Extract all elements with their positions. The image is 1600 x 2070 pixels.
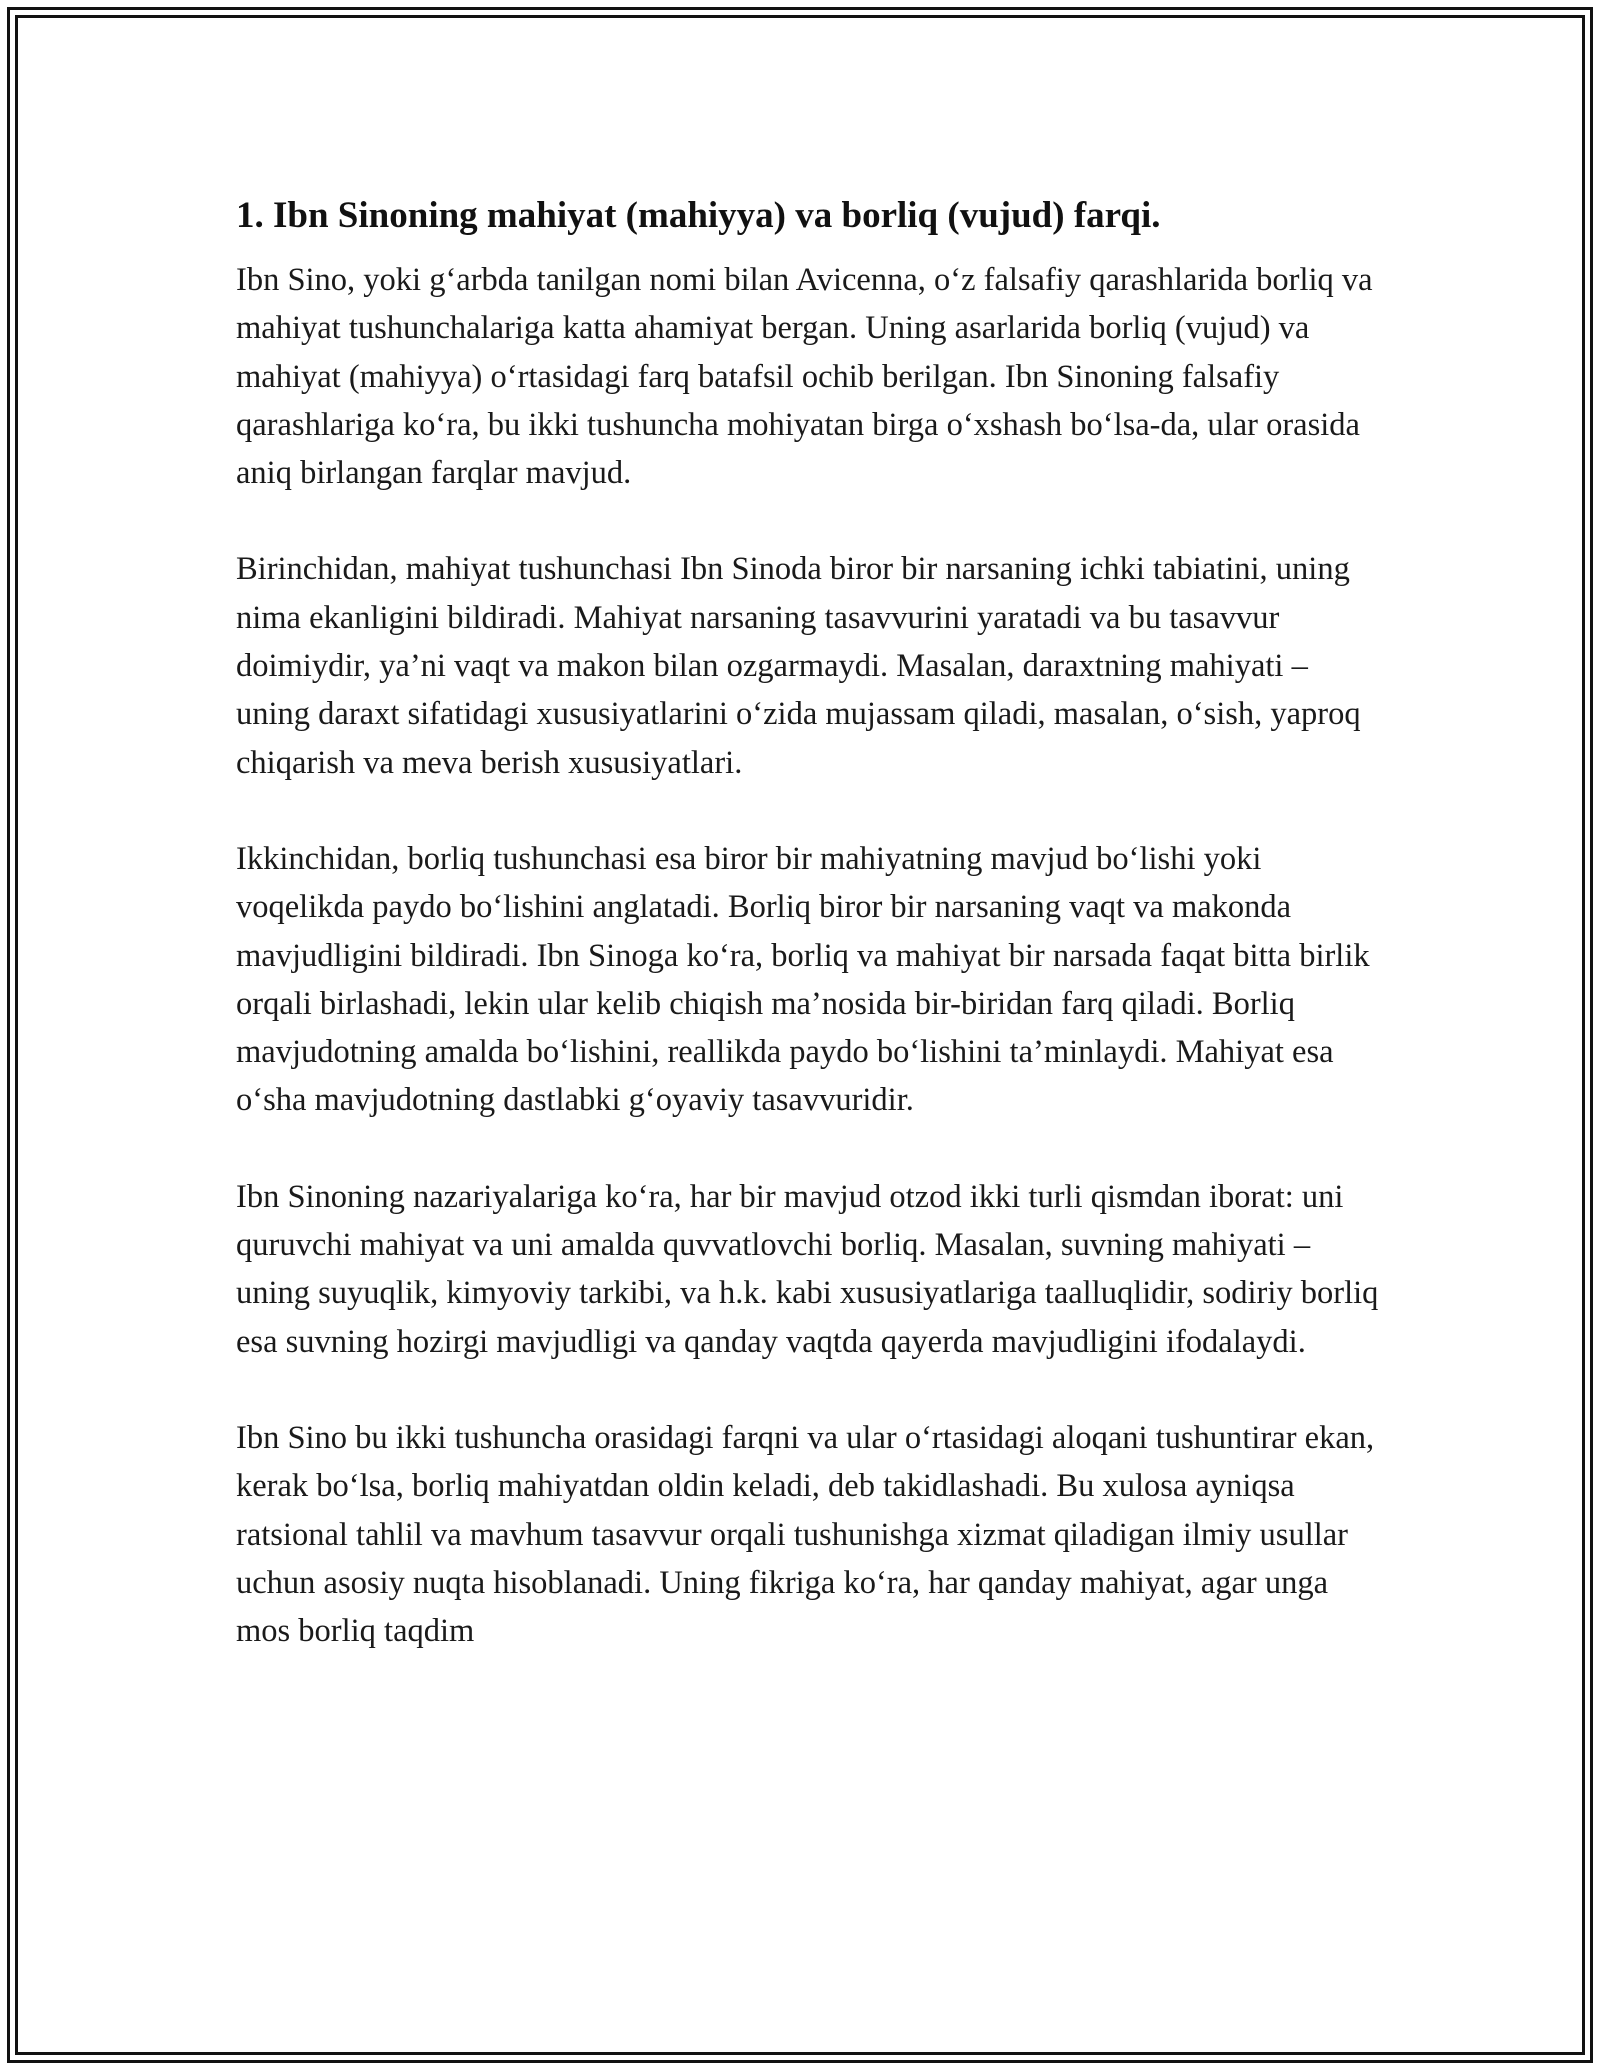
paragraph-1: Ibn Sino, yoki g‘arbda tanilgan nomi bilan Avicenna, o‘z falsafiy qarashlarida borliq va mahiyat tushunchalariga katta ahamiyat bergan. Uning asarlarida borliq (vujud) va mahiyat (mahiyya) o‘rtasidagi farq batafsil ochib berilgan. Ibn Sinoning falsafiy qarashlariga ko‘ra, bu ikki tushuncha mohiyatan birga o‘xshash bo‘lsa-da, ular orasida aniq birlangan farqlar mavjud. — [236, 262, 1373, 492]
paragraph-5: Ibn Sino bu ikki tushuncha orasidagi farqni va ular o‘rtasidagi aloqani tushuntirar ekan, kerak bo‘lsa, borliq mahiyatdan oldin keladi, deb takidlashadi. Bu xulosa ayniqsa ratsional tahlil va mavhum tasavvur orqali tushunishga xizmat qiladigan ilmiy usullar uchun asosiy nuqta hisoblanadi. Uning fikriga ko‘ra, har qanday mahiyat, agar unga mos borliq taqdim — [236, 1419, 1375, 1650]
paragraph-2: Birinchidan, mahiyat tushunchasi Ibn Sinoda biror bir narsaning ichki tabiatini, uning nima ekanligini bildiradi. Mahiyat narsaning tasavvurini yaratadi va bu tasavvur doimiydir, ya’ni vaqt va makon bilan ozgarmaydi. Masalan, daraxtning mahiyati – uning daraxt sifatidagi xususiyatlarini o‘zida mujassam qiladi, masalan, o‘sish, yaproq chiqarish va meva berish xususiyatlari. — [236, 551, 1361, 781]
paragraph-4: Ibn Sinoning nazariyalariga ko‘ra, har bir mavjud otzod ikki turli qismdan iborat: uni quruvchi mahiyat va uni amalda quvvatlovchi borliq. Masalan, suvning mahiyati – uning suyuqlik, kimyoviy tarkibi, va h.k. kabi xususiyatlariga taalluqlidir, sodiriy borliq esa suvning hozirgi mavjudligi va qanday vaqtda qayerda mavjudligini ifodalaydi. — [236, 1178, 1379, 1360]
document-body — [236, 186, 1386, 1703]
section-heading: 1. Ibn Sinoning mahiyat (mahiyya) va borliq (vujud) farqi. — [236, 195, 1161, 236]
paragraph-3: Ikkinchidan, borliq tushunchasi esa biror bir mahiyatning mavjud bo‘lishi yoki voqelikda paydo bo‘lishini anglatadi. Borliq biror bir narsaning vaqt va makonda mavjudligini bildiradi. Ibn Sinoga ko‘ra, borliq va mahiyat bir narsada faqat bitta birlik orqali birlashadi, lekin ular kelib chiqish ma’nosida bir-biridan farq qiladi. Borliq mavjudotning amalda bo‘lishini, reallikda paydo bo‘lishini ta’minlaydi. Mahiyat esa o‘sha mavjudotning dastlabki g‘oyaviy tasavvuridir. — [236, 840, 1370, 1119]
